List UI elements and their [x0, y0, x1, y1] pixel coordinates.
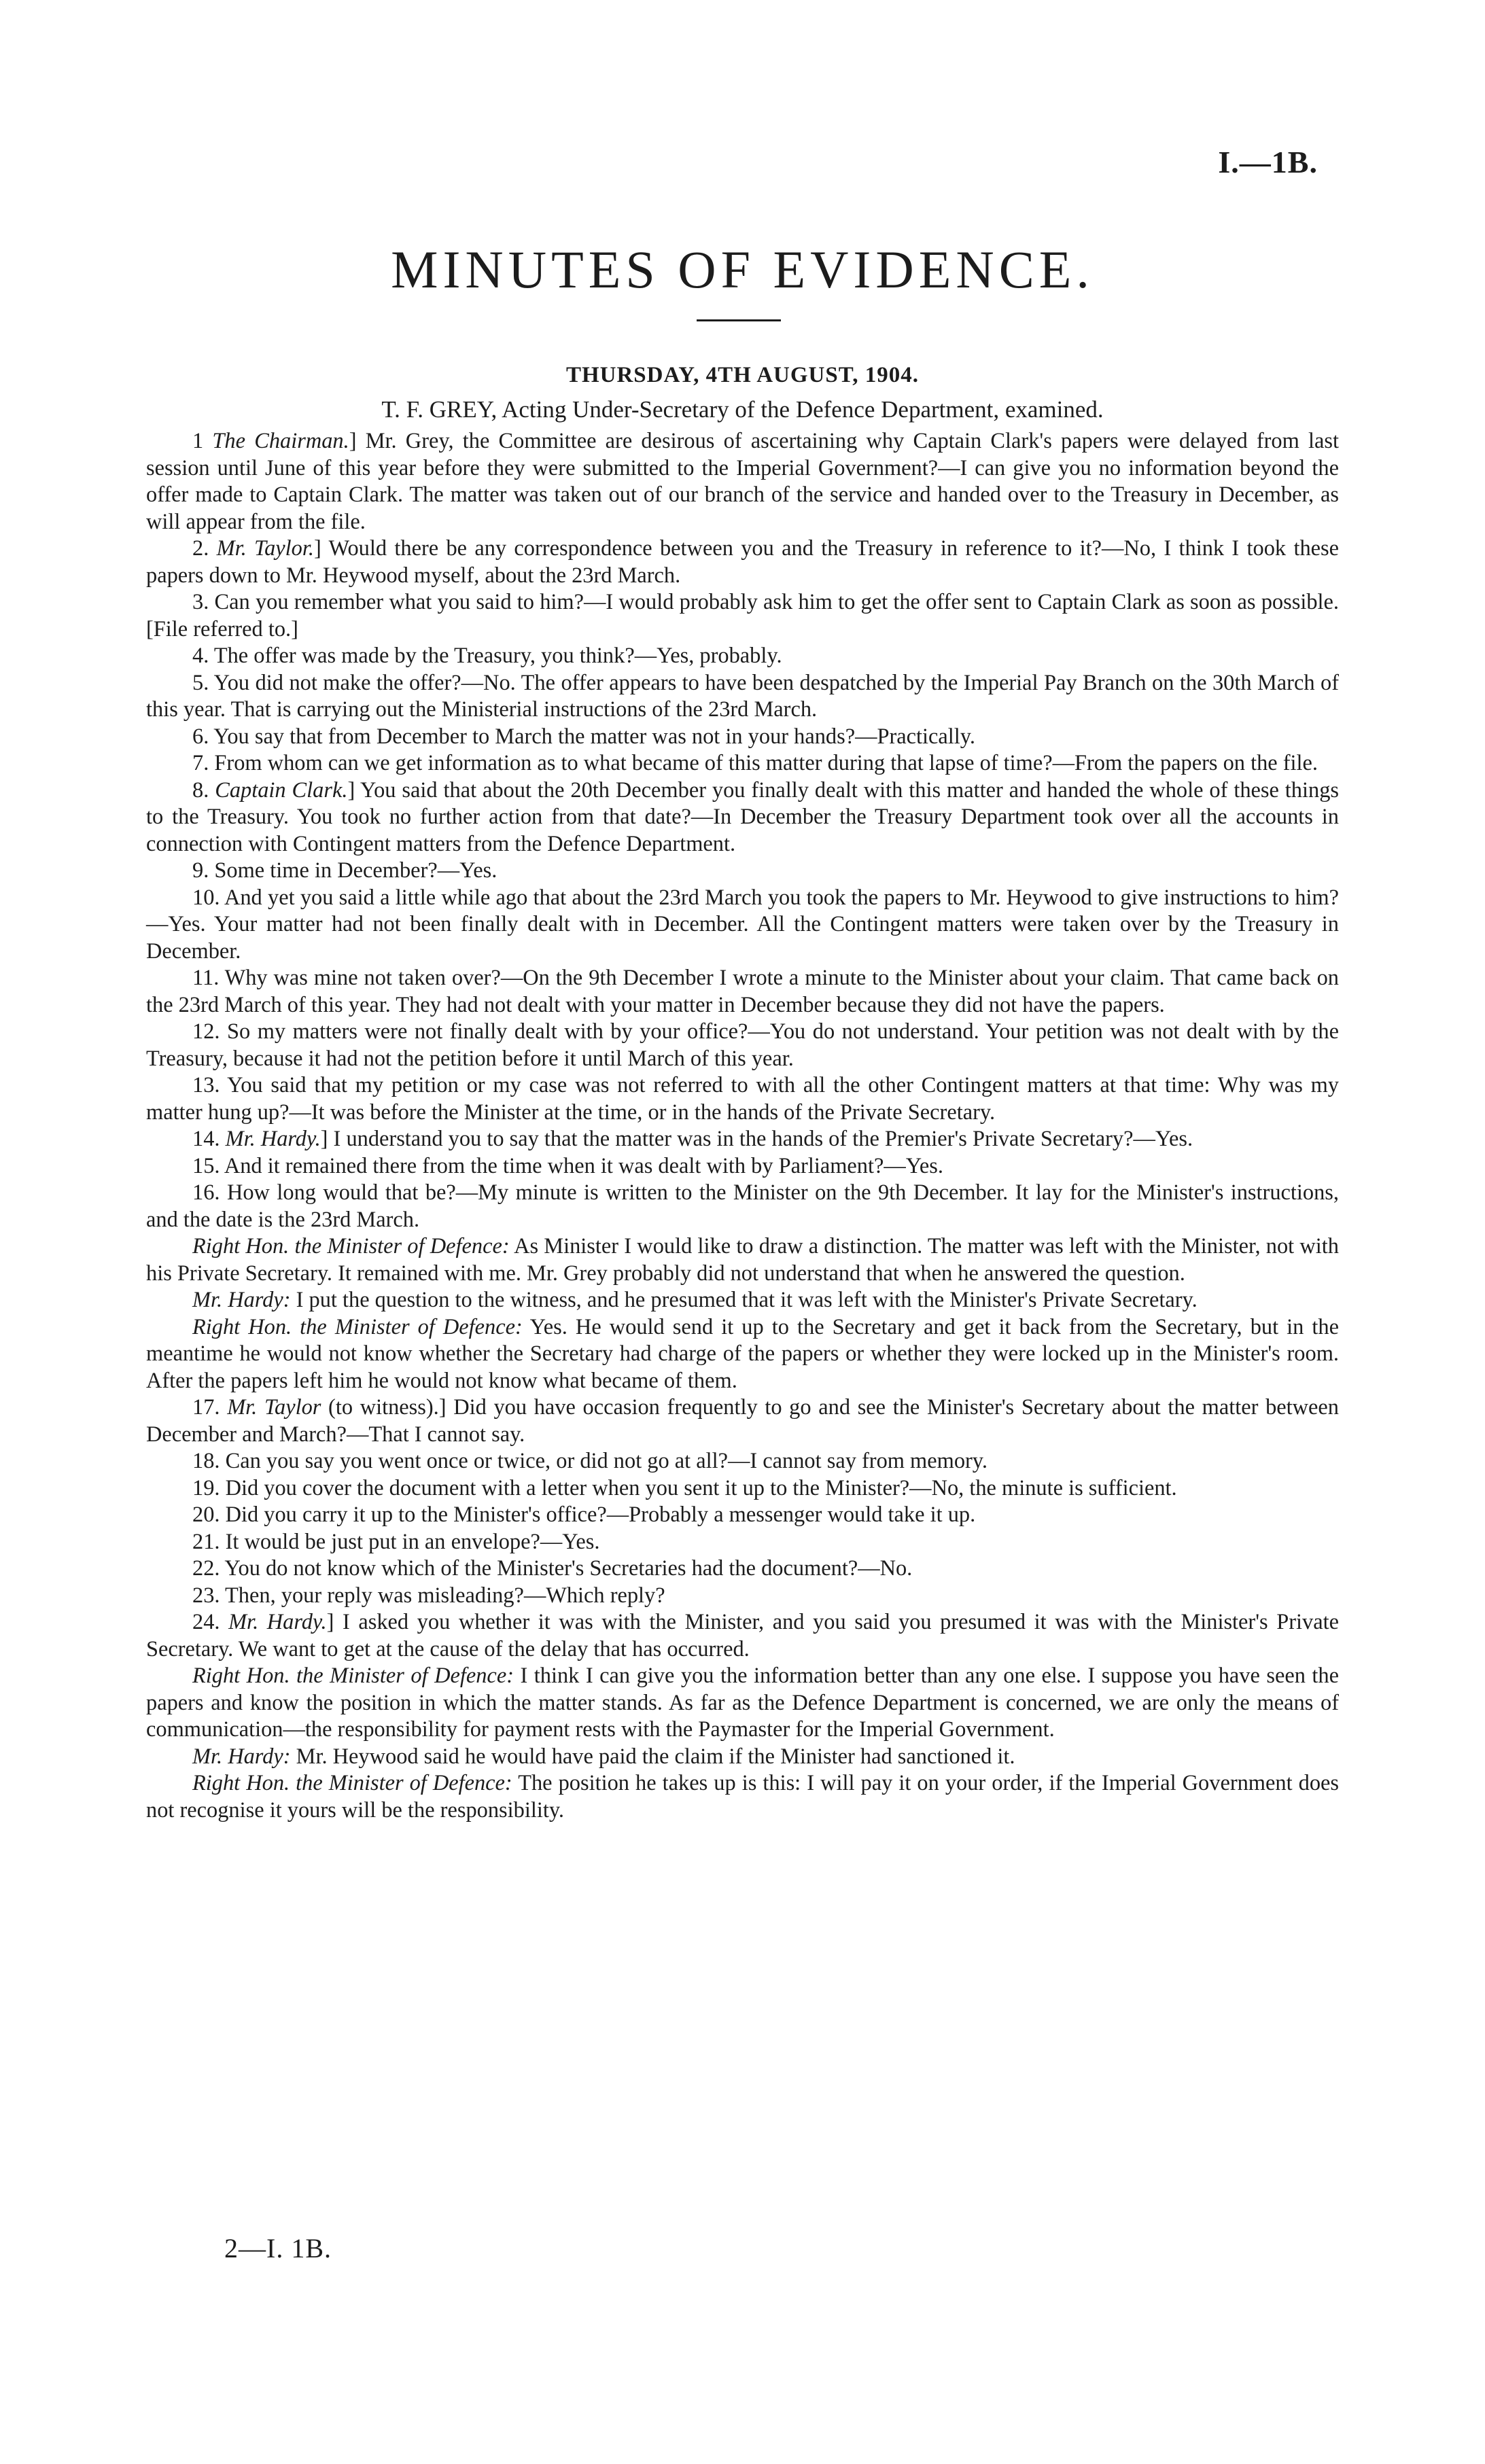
question-number: 18.: [192, 1449, 220, 1473]
question-number: 17.: [192, 1395, 220, 1420]
paragraph-text: I think I can give you the information better than any one else. I suppose you have seen the papers and know the position in which the matter stands. As far as the Defence Department is concerned, we are only the means of communication—the responsibility for payment rests with the Paymaster for the Imperial Government.: [146, 1664, 1339, 1742]
speaker-name: Mr. Taylor: [227, 1395, 321, 1420]
evidence-paragraph: [146, 1019, 1339, 1072]
paragraph-text: Did you carry it up to the Minister's office?—Probably a messenger would take it up.: [225, 1502, 976, 1527]
question-number: 6.: [192, 724, 209, 749]
paragraph-text: And yet you said a little while ago that about the 23rd March you took the papers to Mr. Heywood to give instructions to him?—Yes. Your matter had not been finally dealt with in December. All the Contingent matters were taken over by the Treasury in December.: [146, 885, 1340, 964]
evidence-paragraph: [146, 1529, 1339, 1556]
evidence-paragraph: [146, 535, 1339, 589]
question-number: 21.: [192, 1529, 220, 1554]
evidence-paragraph: [146, 1609, 1339, 1663]
witness-heading: [0, 396, 1485, 423]
paragraph-text: Can you say you went once or twice, or did not go at all?—I cannot say from memory.: [225, 1449, 988, 1473]
evidence-paragraph: [146, 1072, 1339, 1126]
evidence-paragraph: [146, 1233, 1339, 1287]
evidence-paragraph: [146, 965, 1339, 1019]
paragraph-text: You said that my petition or my case was not referred to with all the other Contingent matters at that time: Why was my matter hung up?—It was before the Minister at the time, or in the hands of the Private Secretary.: [146, 1073, 1339, 1125]
question-number: 11.: [192, 966, 220, 990]
evidence-paragraph: [146, 777, 1339, 858]
witness-name: T. F. GREY,: [381, 396, 497, 423]
paragraph-text: And it remained there from the time when it was dealt with by Parliament?—Yes.: [224, 1153, 943, 1178]
paragraph-text: You did not make the offer?—No. The offer appears to have been despatched by the Imperial Pay Branch on the 30th March of this year. That is carrying out the Ministerial instructions of the 23rd March.: [146, 670, 1339, 722]
evidence-paragraph: [146, 428, 1339, 535]
speaker-name: Right Hon. the Minister of Defence:: [192, 1771, 512, 1795]
question-number: 9.: [192, 858, 209, 883]
evidence-paragraph: [146, 1744, 1339, 1771]
page-title: MINUTES OF EVIDENCE.: [391, 240, 1094, 299]
speaker-name: Captain Clark.: [215, 777, 348, 803]
paragraph-text: Why was mine not taken over?—On the 9th December I wrote a minute to the Minister about your claim. That came back on the 23rd March of this year. They had not dealt with your matter in December because they did not have the papers.: [146, 966, 1339, 1017]
paragraph-text: ] I understand you to say that the matter was in the hands of the Premier's Private Secretary?—Yes.: [320, 1127, 1193, 1151]
evidence-paragraph: [146, 589, 1339, 643]
paragraph-text: It would be just put in an envelope?—Yes.: [225, 1529, 600, 1554]
paragraph-text: The position he takes up is this: I will pay it on your order, if the Imperial Government does not recognise it yours will be the responsibility.: [146, 1771, 1340, 1823]
paragraph-text: Some time in December?—Yes.: [214, 858, 497, 883]
question-number: 8.: [192, 777, 209, 803]
paragraph-text: Did you cover the document with a letter when you sent it up to the Minister?—No, the minute is sufficient.: [225, 1475, 1177, 1500]
question-number: 3.: [192, 590, 209, 614]
question-number: 16.: [192, 1180, 220, 1205]
evidence-paragraph: [146, 1314, 1339, 1395]
page-reference: I.—1B.: [1218, 145, 1318, 179]
question-number: 13.: [192, 1073, 220, 1097]
evidence-paragraph: [146, 1126, 1339, 1153]
question-number: 10.: [192, 885, 220, 910]
question-number: 15.: [192, 1153, 220, 1178]
evidence-paragraph: [146, 724, 1339, 751]
question-number: 2.: [192, 536, 209, 561]
evidence-paragraph: [146, 1555, 1339, 1583]
paragraph-text: I put the question to the witness, and he presumed that it was left with the Minister's Private Secretary.: [290, 1288, 1198, 1312]
evidence-paragraph: [146, 1770, 1339, 1824]
paragraph-text: Yes. He would send it up to the Secretary and get it back from the Secretary, but in the meantime he would not know whether the Secretary had charge of the papers or whether they were locked up in the Minister's room. After the papers left him he would not know what became of them.: [146, 1314, 1340, 1393]
evidence-body: [146, 428, 1339, 1824]
paragraph-text: The offer was made by the Treasury, you think?—Yes, probably.: [213, 644, 782, 668]
paragraph-text: You say that from December to March the matter was not in your hands?—Practically.: [213, 724, 975, 749]
evidence-paragraph: [146, 858, 1339, 885]
question-number: 19.: [192, 1475, 220, 1500]
speaker-name: Right Hon. the Minister of Defence:: [192, 1314, 523, 1339]
date-heading: THURSDAY, 4TH AUGUST, 1904.: [565, 363, 920, 387]
paragraph-text: So my matters were not finally dealt with by your office?—You do not understand. Your petition was not dealt with by the Treasury, because it had not the petition before it until March of this year.: [146, 1019, 1339, 1071]
evidence-paragraph: [146, 1180, 1339, 1233]
question-number: 7.: [192, 751, 209, 775]
speaker-name: The Chairman.: [212, 429, 349, 453]
evidence-paragraph: [146, 1153, 1339, 1180]
paragraph-text: Mr. Heywood said he would have paid the claim if the Minister had sanctioned it.: [290, 1744, 1015, 1769]
title-divider: [697, 319, 781, 321]
evidence-paragraph: [146, 885, 1339, 966]
question-number: 4.: [192, 644, 209, 668]
question-number: 22.: [192, 1556, 220, 1581]
paragraph-text: ] Mr. Grey, the Committee are desirous of ascertaining why Captain Clark's papers were delayed from last session until June of this year before they were submitted to the Imperial Government?—I can give you no information beyond the offer made to Captain Clark. The matter was taken out of our branch of the service and handed over to the Treasury in December, as will appear from the file.: [146, 429, 1339, 534]
evidence-paragraph: [146, 1502, 1339, 1529]
paragraph-text: Can you remember what you said to him?—I would probably ask him to get the offer sent to Captain Clark as soon as possible. [File referred to.]: [146, 590, 1339, 641]
evidence-paragraph: [146, 1663, 1339, 1744]
paragraph-text: Then, your reply was misleading?—Which reply?: [225, 1583, 665, 1608]
paragraph-text: ] I asked you whether it was with the Minister, and you said you presumed it was with the Minister's Private Secretary. We want to get at the cause of the delay that has occurred.: [146, 1610, 1339, 1661]
paragraph-text: From whom can we get information as to what became of this matter during that lapse of time?—From the papers on the file.: [214, 751, 1318, 775]
paragraph-text: ] You said that about the 20th December you finally dealt with this matter and handed the whole of these things to the Treasury. You took no further action from that date?—In December the Treasury Department took over all the accounts in connection with Contingent matters from the Defence Department.: [146, 777, 1339, 856]
evidence-paragraph: [146, 1287, 1339, 1314]
witness-description: Acting Under-Secretary of the Defence Department, examined.: [497, 396, 1104, 423]
question-number: 24.: [192, 1610, 220, 1634]
speaker-name: Mr. Hardy.: [228, 1610, 327, 1634]
paragraph-text: ] Would there be any correspondence between you and the Treasury in reference to it?—No, I think I took these papers down to Mr. Heywood myself, about the 23rd March.: [146, 536, 1339, 588]
question-number: 20.: [192, 1502, 220, 1527]
question-number: 12.: [192, 1019, 220, 1044]
question-number: 5.: [192, 670, 209, 695]
evidence-paragraph: [146, 1583, 1339, 1610]
question-number: 23.: [192, 1583, 220, 1608]
speaker-name: Mr. Hardy:: [192, 1744, 291, 1769]
question-number: 1: [192, 429, 204, 453]
speaker-name: Right Hon. the Minister of Defence:: [192, 1664, 514, 1688]
paragraph-text: You do not know which of the Minister's Secretaries had the document?—No.: [224, 1556, 913, 1581]
evidence-paragraph: [146, 750, 1339, 777]
speaker-name: Mr. Hardy:: [192, 1288, 291, 1312]
speaker-name: Right Hon. the Minister of Defence:: [192, 1234, 510, 1259]
paragraph-text: (to witness).] Did you have occasion frequently to go and see the Minister's Secretary about the matter between December and March?—That I cannot say.: [146, 1395, 1339, 1447]
speaker-name: Mr. Taylor.: [216, 536, 314, 561]
speaker-name: Mr. Hardy.: [225, 1127, 321, 1151]
evidence-paragraph: [146, 670, 1339, 724]
paragraph-text: How long would that be?—My minute is written to the Minister on the 9th December. It lay for the Minister's instructions, and the date is the 23rd March.: [146, 1180, 1339, 1232]
paragraph-text: As Minister I would like to draw a distinction. The matter was left with the Minister, not with his Private Secretary. It remained with me. Mr. Grey probably did not understand that when he answered the question.: [146, 1234, 1339, 1286]
evidence-paragraph: [146, 1394, 1339, 1448]
evidence-paragraph: [146, 1475, 1339, 1502]
evidence-paragraph: [146, 643, 1339, 670]
signature-mark: 2—I. 1B.: [224, 2233, 332, 2264]
question-number: 14.: [192, 1127, 220, 1151]
evidence-paragraph: [146, 1448, 1339, 1475]
